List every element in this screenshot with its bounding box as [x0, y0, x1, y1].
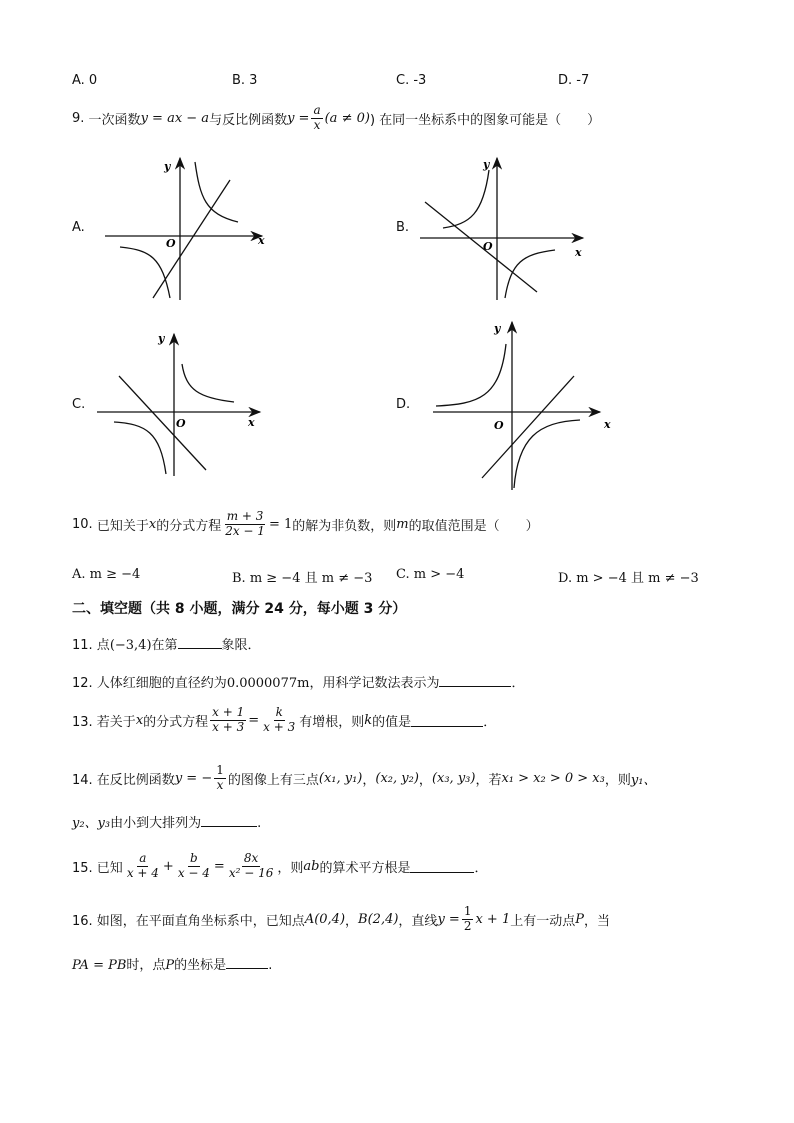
origin-label: O [483, 240, 493, 253]
q9-label-b: B. [396, 220, 410, 235]
q16-fraction [462, 905, 474, 934]
q16-point-p: P [165, 958, 175, 973]
q16-text: ，直线 [398, 913, 438, 929]
q9-label-c: C. [72, 397, 86, 412]
q14-y-eq: y = − [174, 770, 213, 786]
hyperbola-branch [443, 170, 489, 228]
q15-eq: = [213, 858, 225, 874]
q9-stem [72, 104, 600, 133]
q14-text: ，若 [475, 772, 502, 788]
q8-option-d: D. -7 [558, 73, 590, 88]
hyperbola-branch [182, 364, 234, 402]
q14-line-2 [72, 812, 261, 831]
q9-fraction [311, 104, 322, 133]
answer-blank[interactable] [178, 635, 222, 649]
graph-d [430, 318, 610, 490]
graph-b [415, 152, 595, 302]
hyperbola-branch [195, 162, 238, 222]
q15-fraction-1 [125, 852, 161, 881]
q14-sep: ， [362, 772, 376, 788]
q16-text: 时，点 [126, 958, 166, 973]
q11-text: 在第 [151, 638, 178, 653]
q15-end: ． [474, 860, 488, 876]
q10-text: 的取值范围是（ ） [408, 518, 539, 534]
q9-text: 与反比例函数 [209, 112, 288, 128]
q15-fraction-2 [176, 852, 212, 881]
q14-text: 14. 在反比例函数 [72, 772, 175, 788]
q14-point-1: (x₁, y₁) [318, 770, 363, 786]
q16-text: 的坐标是 [174, 958, 227, 973]
q10-text: 的解为非负数，则 [292, 518, 397, 534]
q11-text: 象限． [221, 638, 261, 653]
origin-label: O [166, 237, 176, 250]
q15-f3-den: x² − 16 [228, 865, 274, 880]
q14-text: 的图像上有三点 [227, 772, 319, 788]
x-axis-label: x [604, 418, 611, 431]
q14-fraction [214, 764, 226, 793]
y-axis-label: y [494, 322, 501, 335]
q16-condition: PA = PB [72, 958, 127, 973]
q16-frac-num: 1 [463, 904, 472, 918]
q16-text: 上有一动点 [510, 913, 576, 929]
q10-option-b: B. m ≥ −4 且 m ≠ −3 [232, 571, 373, 586]
q12-end: ． [511, 676, 525, 691]
q13-text: 的值是 [372, 714, 412, 730]
origin-label: O [176, 417, 186, 430]
q9-number: 9. [72, 110, 85, 126]
q16-sep: ， [345, 913, 359, 929]
q13-r-num: k [275, 705, 283, 719]
q10-text: 的分式方程 [156, 518, 222, 534]
section-title: 二、填空题（共 8 小题，满分 24 分，每小题 3 分） [72, 601, 407, 617]
q13-l-num: x + 1 [212, 705, 245, 719]
origin-label: O [494, 419, 504, 432]
q11-point: (−3,4) [109, 638, 152, 653]
q14 [72, 764, 656, 793]
q14-frac-den: x [216, 777, 224, 792]
q12-text: ，用科学记数法表示为 [309, 676, 440, 691]
hyperbola-branch [514, 420, 580, 488]
linear-line [425, 202, 537, 292]
q14-text: ，则 [604, 772, 631, 788]
q14-y1: y₁、 [630, 772, 657, 788]
q12 [72, 672, 524, 691]
q16-line-2 [72, 954, 272, 973]
y-axis-label: y [164, 160, 171, 173]
q10-text: 已知关于 [96, 518, 149, 534]
q16 [72, 905, 610, 934]
q15-f1-den: x + 4 [126, 865, 159, 880]
q15-plus: + [162, 858, 174, 874]
q9-label-d: D. [396, 397, 411, 412]
q12-text: 12. 人体红细胞的直径约为 [72, 676, 227, 691]
q15-text: ，则 [277, 860, 304, 876]
q10-var-x: x [148, 516, 157, 532]
q9-y-eq: y = [287, 110, 310, 126]
q9-text: 一次函数 [88, 112, 141, 128]
q14-text: 由小到大排列为 [110, 816, 202, 831]
q10-option-a: A. m ≥ −4 [72, 567, 141, 582]
q16-frac-den: 2 [463, 918, 472, 933]
hyperbola-branch [505, 250, 555, 298]
y-axis-label: y [483, 158, 490, 171]
q10-option-c: C. m > −4 [396, 567, 465, 582]
q16-end: . [268, 958, 273, 973]
q16-point-a: A(0,4) [304, 911, 346, 927]
q15-text: 15. 已知 [72, 860, 123, 876]
hyperbola-branch [120, 247, 170, 298]
q8-option-a: A. 0 [72, 73, 98, 88]
q16-line-rest: x + 1 [475, 911, 511, 927]
q13-r-den: x + 3 [263, 719, 296, 734]
answer-blank[interactable] [411, 713, 483, 727]
q14-condition: x₁ > x₂ > 0 > x₃ [501, 770, 605, 786]
q13-text: 的分式方程 [143, 714, 209, 730]
q10-eq: = 1 [268, 516, 293, 532]
q8-option-c: C. -3 [396, 73, 427, 88]
q9-frac-num: a [313, 103, 321, 117]
q13-end: ． [483, 714, 497, 730]
q15-ab: ab [303, 858, 320, 874]
x-axis-label: x [258, 234, 265, 247]
q14-sep: ， [418, 772, 432, 788]
q15-fraction-3 [227, 852, 276, 881]
q13-var-x: x [135, 712, 144, 728]
q10-option-d: D. m > −4 且 m ≠ −3 [558, 571, 699, 586]
q9-condition: (a ≠ 0) [324, 110, 370, 126]
q16-y-eq: y = [437, 911, 460, 927]
q13-var-k: k [364, 712, 373, 728]
q10-frac-den: 2x − 1 [225, 523, 265, 538]
answer-blank[interactable] [439, 673, 511, 687]
q16-text: ，当 [583, 913, 610, 929]
q15-f2-den: x − 4 [177, 865, 210, 880]
q14-point-2: (x₂, y₂) [375, 770, 419, 786]
q13-eq: = [248, 712, 260, 728]
answer-blank[interactable] [410, 859, 474, 873]
q15-f2-num: b [190, 851, 198, 865]
q11-text: 11. 点 [72, 638, 110, 653]
q13-text: 有增根，则 [299, 714, 365, 730]
x-axis-label: x [248, 416, 255, 429]
graph-a [100, 152, 270, 302]
q12-value: 0.0000077m [226, 676, 310, 691]
q15-f3-num: 8x [243, 851, 259, 865]
q15-f1-num: a [139, 851, 147, 865]
q13 [72, 706, 496, 735]
y-axis-label: y [158, 332, 165, 345]
graph-c [94, 328, 274, 478]
q9-label-a: A. [72, 220, 85, 235]
q9-frac-den: x [313, 117, 321, 132]
q13-l-den: x + 3 [212, 719, 245, 734]
q9-linear-func: y = ax − a [140, 110, 210, 126]
q10-stem [72, 510, 539, 539]
q10-var-m: m [396, 516, 409, 532]
q13-text: 13. 若关于 [72, 714, 136, 730]
linear-line [153, 180, 230, 298]
q13-left-fraction [210, 706, 246, 735]
hyperbola-branch [436, 344, 506, 406]
q10-frac-num: m + 3 [226, 509, 264, 523]
q16-point-p: P [575, 911, 584, 927]
q13-right-fraction [261, 706, 297, 735]
hyperbola-branch [114, 422, 166, 474]
q9-text: ) 在同一坐标系中的图象可能是（ ） [369, 112, 601, 128]
q14-point-3: (x₃, y₃) [431, 770, 476, 786]
q16-point-b: B(2,4) [358, 911, 399, 927]
q8-option-b: B. 3 [232, 73, 258, 88]
q14-end: . [257, 816, 262, 831]
answer-blank[interactable] [201, 813, 257, 827]
q11 [72, 634, 261, 653]
q15 [72, 852, 487, 881]
q14-y2-y3: y₂、y₃ [72, 816, 111, 831]
q14-frac-num: 1 [216, 763, 224, 777]
x-axis-label: x [575, 246, 582, 259]
q15-text: 的算术平方根是 [319, 860, 411, 876]
q10-fraction [223, 510, 267, 539]
answer-blank[interactable] [226, 955, 268, 969]
q16-text: 16. 如图，在平面直角坐标系中，已知点 [72, 913, 305, 929]
q10-number: 10. [72, 516, 93, 532]
